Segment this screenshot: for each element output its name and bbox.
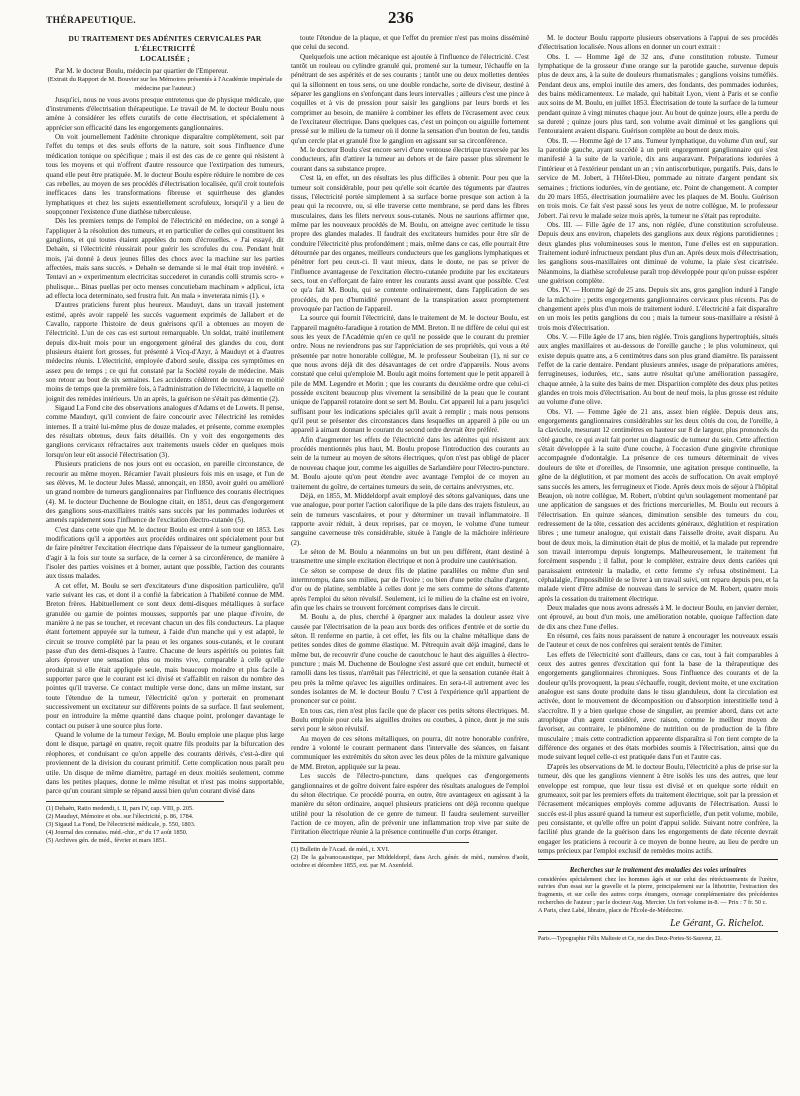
footnotes-column-2	[291, 846, 529, 870]
paragraph: La source qui fournit l'électricité, dans le traitement de M. le docteur Boulu, est l'appareil magnéto-faradique à rotation de MM. Breton. Il ne diffère de celui qui est sous les yeux de l'Académie qu'en ce qu'il ne possède que le courant du premier ordre. Nous ne reviendrons pas sur l'appréciation de ses propriétés, qui vous a été présentée par notre honorable collègue, M. le professeur Soubeiran (1), ni sur ce que nous avons déjà dit des désavantages de cet ordre d'appareils. Nous avons constaté que celui qu'emploie M. Boulu agit moins fortement que le petit appareil à pile de MM. Legendre et Morin ; que les courants du deuxième ordre que celui-ci possède excitent beaucoup plus vivement la sensibilité de la peau que le courant unique de l'appareil rotatoire dont se sert M. Boulu. Cet appareil lui a paru jusqu'ici suffisant pour les indications spéciales qu'il avait à remplir ; mais nous pensons qu'il peut se présenter des circonstances dans lesquelles un appareil à pile ou un appareil à aimant donnant le courant du second ordre devrait être préféré.	[291, 314, 529, 435]
paragraph: Obs. VI. — Femme âgée de 21 ans, assez bien réglée. Depuis deux ans, engorgements ganglionnaires considérables sur les deux côtés du cou, de l'oreille, à la clavicule, mesurant 12 centimètres en hauteur sur 8 de largeur, plus prononcés du côté gauche, ce qui avait fait porter un diagnostic de tumeur du sein. Cette affection s'était développée à la suite d'une couche, à l'occasion d'une gingivite chronique accompagnée d'odontalgie. La présence de ces tumeurs déterminait de vives douleurs de tête et d'oreilles, de l'insomnie, une agitation presque continuelle, la gêne de la déglutition, et par moment des accès de suffocation. On avait employé sans succès les amers, les ferrugineux et l'iode. Après deux mois de séjour à l'hôpital Beaujon, où notre collègue, M. Robert, n'obtint qu'un soulagement momentané par une application de sangsues et des frictions mercurielles, M. Boulu eut recours à l'électrisation. En quinze séances, diminution sensible des tumeurs du cou, redressement de la tête, cessation des accidents généraux, déglutition et respiration libres ; une tumeur analogue, qui existait dans l'aisselle droite, avait disparu. Au bout de deux mois, la diminution était de plus de moitié, et la malade put reprendre son travail interrompu depuis longtemps. Malheureusement, le traitement fut forcément suspendu ; il fallut, pour le compléter, extraire deux dents cariées qui paraissaient entretenir la maladie, et cette femme s'y refusa obstinément. La céphalalgie, l'impossibilité de se livrer à un travail suivi, ont reparu depuis peu, et la malade vient d'être admise de nouveau dans le service de M. Robert, quatre mois après la cessation du traitement électrique.	[538, 407, 778, 603]
article-title	[46, 34, 284, 64]
running-head: THÉRAPEUTIQUE.	[46, 16, 136, 26]
footnote: (3) Sigaud La Fond, De l'électricité médicale, p. 550, 1803.	[46, 820, 196, 828]
paragraph: A cet effet, M. Boulu se sert d'excitateurs d'une disposition particulière, qu'il varie suivant les cas, et dont il a confié la fabrication à l'habileté connue de MM. Breton frères. Habituellement ce sont deux demi-disques métalliques à surface granulée ou garnie de pointes mousses, supportés par une plaque d'ivoire, de manière à ne pas se toucher, et recevant chacun un des fils conducteurs. La plaque étant fortement appuyée sur la tumeur, à l'aide d'un manche qui y est adapté, le circuit se trouve complété par la peau et les organes sous-cutanés, et le courant passe d'un des demi-disques à l'autre. Chacune de leurs aspérités ou pointes fait alors éprouver une sensation plus ou moins vive, comparable à celle qu'elle produirait si elle était appliquée seule, mais beaucoup moindre et plus facile à supporter parce que le courant est ici divisé et s'affaiblit en raison du nombre des pointes qu'il traverse. Ce contact multiple verse donc, dans un même instant, sur toute l'étendue de la tumeur, l'électricité qu'on y porterait en promenant successivement un excitateur sur différents points de sa surface. Il faut seulement, pour en introduire la même quantité dans chaque point, prolonger davantage le contact ou puiser à une source plus forte.	[46, 581, 284, 730]
footnote: (4) Journal des connaiss. méd.-chir., nº du 17 août 1850.	[46, 828, 188, 836]
paragraph: D'autres praticiens furent plus heureux. Mauduyt, dans un travail justement estimé, après avoir rappelé les succès vaguement exprimés de Jallabert et de Cavallo, rapporte l'histoire de deux guérisons qu'il a obtenues au moyen de l'électricité. L'un de ces cas est surtout remarquable. Un soldat, traité inutilement depuis dix-huit mois pour un engorgement général des glandes du cou, dont plusieurs étaient fort grosses, fut présenté à Vicq-d'Azyr, à Mauduyt et à d'autres médecins réunis. L'électricité, employée d'abord seule, dissipa ces symptômes en assez peu de temps ; ce qui fut constaté par la Société royale de médecine. Mais son retour au bout de six semaines. Les accidents cédèrent de nouveau en moitié moins de temps que la première fois, à l'administration de l'électricité, à laquelle on joignit des remèdes intérieurs. Un an après, la guérison ne s'était pas démentie (2).	[46, 301, 284, 403]
paragraph: Obs. I. — Homme âgé de 32 ans, d'une constitution robuste. Tumeur lymphatique de la grosseur d'une orange sur la parotide gauche, survenue depuis plus de deux ans, à la suite de douleurs rhumatismales ; ganglions voisins tuméfiés. Pendant deux ans, emploi inutile des amers, des fondants, des pommades iodurées, des bains médicamenteux. Le malade, qui habitait Lyon, vient à Paris et se confie aux soins de M. Boulu, en juillet 1853. Électrisation de toute la surface de la tumeur pendant quinze à vingt minutes chaque jour. Au bout de quinze jours, elle a perdu de sa dureté ; quinze jours plus tard, son volume avait diminué et les ganglions qui l'entouraient avaient disparu. Guérison complète au bout de deux mois.	[538, 52, 778, 136]
paragraph: Obs. V. — Fille âgée de 17 ans, bien réglée. Trois ganglions hypertrophiés, situés aux angles maxillaires et au-dessous de l'oreille gauche ; le plus volumineux, qui existe depuis quatre ans, a 6 centimètres dans son plus grand diamètre. Ils paraissent l'effet de la carie dentaire. Pendant plusieurs années, usage de préparations amères, ferrugineuses, iodurées, etc., sans autre résultat qu'une amélioration passagère, chaque année, à la suite des bains de mer. Disparition complète des deux plus petites glandes en trois mois d'électrisation. Au bout de neuf mois, la plus grosse est réduite au volume d'une olive.	[538, 333, 778, 407]
paragraph: Obs. IV. — Homme âgé de 25 ans. Depuis six ans, gros ganglion induré à l'angle de la mâchoire ; petits engorgements ganglionnaires cervicaux plus récents. Pas de changement après plus d'un mois de traitement ioduré. L'électricité a fait disparaître en un mois les petits ganglions du cou ; mais la tumeur sous-maxillaire a résisté à trois mois d'électrisation.	[538, 286, 778, 332]
paragraph: Au moyen de ces sétons métalliques, on pourra, dit notre honorable confrère, rendre à volonté le courant permanent dans l'intervalle des séances, en faisant communiquer les extrémités du séton avec les deux pôles de la mixture galvanique de MM. Breton, appliquée sur la peau.	[291, 734, 529, 771]
article-title-line-1: DU TRAITEMENT DES ADÉNITES CERVICALES PAR L'ÉLECTRICITÉ	[68, 34, 262, 53]
footnote: (5) Archives gén. de méd., février et mars 1851.	[46, 836, 167, 844]
footnotes-column-1	[46, 805, 284, 845]
bulletin-text: considérées spécialement chez les hommes âgés et sur celui des rétrécissements de l'urètre, suivies d'un essai sur la gravelle et la pierre, principalement sur la lithotritie, l'extraction des fragments, et sur celle des autres corps étrangers, ouvrage complémentaire des précédentes recherches de l'auteur ; par le docteur Aug. Mercier. Un fort volume in-8. — Prix : 7 fr. 50 c.	[538, 875, 778, 906]
paragraph: M. Boulu a, de plus, cherché à épargner aux malades la douleur assez vive causée par l'électrisation de la peau aux bords des orifices d'entrée et de sortie du séton. Il renferme en partie, à cet effet, les fils ou la chaîne métallique dans de petites sondes dites de gomme élastique. M. Pétrequin avait déjà imaginé, dans le même but, de recouvrir d'une couche de caoutchouc le haut des aiguilles à électro-puncture ; mais M. Duchenne de Boulogne s'est assuré que cet enduit, humecté et ramolli dans les tissus, n'arrêtait pas l'électricité, et que la sensation cutanée était à peu près la même qu'avec les aiguilles ordinaires. En sera-t-il autrement avec les sondes isolantes de M. le docteur Boulu ? C'est à l'expérience qu'il appartient de prononcer sur ce point.	[291, 613, 529, 706]
bulletin-publisher: A Paris, chez Labé, libraire, place de l'École-de-Médecine.	[538, 906, 684, 914]
paragraph: On voit journellement l'adénite chronique disparaître complétement, soit par l'effet du temps et des seuls efforts de la nature, soit sous l'influence d'une médication tonique ou spécifique ; mais il est des cas de ce genre qui résistent à tous les moyens et qui n'offrent d'autre ressource que l'extirpation des tumeurs, quand elle peut être pratiquée. M. le docteur Boulu espère réduire le nombre de ces cas rebelles, au moyen de ses procédés d'électrisation localisée, qu'il croit toutefois inefficaces dans les transformations fibreuse et squirrheuse des glandes lymphatiques et chez les sujets essentiellement scrofuleux, lorsqu'il y a lieu de soupçonner l'existence d'une diathèse tuberculeuse.	[46, 133, 284, 216]
signature: Le Gérant, G. Richelot.	[670, 917, 764, 929]
paragraph: Ce séton se compose de deux fils de platine parallèles ou même d'un seul intermrompu, dans son milieu, par de l'ivoire ; ou bien d'une petite chaîne d'argent, d'or ou de platine, semblable à celles dont je me sers comme de sétons d'attente après l'emploi du séton révulsif. Seulement, ici le milieu de la chaîne est en ivoire, afin que les chairs se trouvent forcément comprises dans le circuit.	[291, 566, 529, 612]
paragraph: Obs. III. — Fille âgée de 17 ans, non réglée, d'une constitution scrofuleuse. Depuis deux ans environ, chapelets des ganglions aux deux régions parotidiennes ; deux glandes plus volumineuses sous le menton, l'une d'elles est en suppuration. Traitement ioduré infructueux pendant plus d'un an. Après deux mois d'électrisation, les ganglions sous-maxillaires ont diminué de volume, la plaie s'est cicatrisée. Néanmoins, la diathèse scrofuleuse paraît trop développée pour qu'on puisse espérer une guérison complète.	[538, 220, 778, 285]
paragraph: C'est là, en effet, un des résultats les plus difficiles à obtenir. Pour peu que la tumeur soit considérable, pour peu qu'elle soit écartée des téguments par d'autres tissus, l'électricité portée simplement à sa surface borne presque son action à la peau qui la recouvre, ou, si elle traverse cette membrane, se perd dans les fibres musculaires, dans les filets nerveux sous-cutanés. Nous ne saurions affirmer que, même par les nouveaux procédés de M. Boulu, on atteigne avec certitude le tissu propre des glandes malades. Il faudrait des excitateurs humides pour être sûr de conduire l'électricité plus profondément ; mais, même dans ce cas, elle pourrait être détournée par des organes, meilleurs conducteurs que les ganglions lymphatiques et pénétrer fort peu ceux-ci. Il vaut mieux, dans le doute, ne pas se priver de l'influence avantageuse de l'excitation électro-cutanée produite par les excitateurs secs, tout en s'efforçant de faire entrer les courants aussi avant que possible. C'est ce qu'a fait M. Boulu, qui se contente ordinairement, dans l'application de ses procédés, du peu d'humidité provenant de la transpiration assez promptement provoquée par l'action de l'appareil.	[291, 174, 529, 313]
column-2-body	[291, 34, 529, 838]
paragraph: En tous cas, rien n'est plus facile que de placer ces petits sétons électriques. M. Boulu emploie pour cela les aiguilles droites ou courbes, à pince, dont je me suis servi pour le séton révulsif.	[291, 706, 529, 734]
paragraph: M. le docteur Boulu rapporte plusieurs observations à l'appui de ses procédés d'électrisation localisée. Nous allons en donner un court extrait :	[538, 34, 778, 52]
paragraph: Plusieurs praticiens de nos jours ont eu occasion, en pareille circonstance, de recourir au même moyen. Récamier l'avait plusieurs fois mis en usage, et l'un de ses élèves, M. le docteur Jules Massé, annonçait, en 1850, avoir guéri ou amélioré un grand nombre de tumeurs ganglionnaires par l'influence des courants électriques (4). M. le docteur Duchenne de Boulogne citait, en 1851, deux cas d'engorgement des ganglions sous-maxillaires traités sans succès par les pommades iodurées et amenés rapidement sous l'influence de l'excitation électro-cutanée (5).	[46, 460, 284, 525]
imprint-rule	[538, 931, 778, 932]
footnote-rule	[46, 801, 224, 802]
article-byline: Par M. le docteur Boulu, médecin par quartier de l'Empereur.	[55, 67, 229, 75]
paragraph: Dès les premiers temps de l'emploi de l'électricité en médecine, on a songé à l'appliquer à la résolution des tumeurs, et en particulier de celles qui constituent les ganglions, et qui toutes étaient appelées du nom d'écrouelles. « J'ai essayé, dit Dehaën, si l'électricité réussirait pour guérir les scrofules du cou. Pendant huit mois, j'ai donné à deux jeunes filles des chocs avec la machine sur les parties affectées, mais sans succès. » Dehaën se demande si le mal était trop invétéré. « Tentavi an » experimentum electricitas succederet in curandis colli strumis scro- » phulisque... Binas puellas per octo menses concutiebam machinam » adplicui, icta ad effecta loca determinato, sed frustra fuit. An mala » inveterata nimis (1). »	[46, 217, 284, 300]
section-rule	[538, 859, 778, 860]
paragraph: Jusqu'ici, nous ne vous avons presque entretenus que de physique médicale, que d'instruments d'électrisation thérapeutique. Le travail de M. le docteur Boulu nous amène à considérer les effets curatifs de cette électrisation, et spécialement à apprécier son efficacité dans les engorgements ganglionnaires.	[46, 95, 284, 132]
paragraph: Deux malades que nous avons adressés à M. le docteur Boulu, en janvier dernier, ont éprouvé, au bout d'un mois, une amélioration notable, quoique l'affection date de dix ans chez l'une d'elles.	[538, 603, 778, 631]
paragraph: D'après les observations de M. le docteur Boulu, l'électricité a plus de prise sur la tumeur, dès que les ganglions viennent à être isolés les uns des autres, que leur enveloppe est rompue, que leur tissu est divisé et en quelque sorte réduit en grumeaux, soit par les premiers effets du traitement électrique, soit par la pression et l'écrasement mécaniques employés comme adjuvants de l'électrisation. Aussi le succès est-il plus assuré quand la tumeur est superficielle, d'un petit volume, mobile, peu consistante, et qu'elle offre un point d'appui solide. Suivant notre confrère, la facilité plus grande de la guérison dans les engorgements de date récente devrait engager les praticiens à recourir à ce moyen de bonne heure, au lieu de perdre un temps précieux par l'emploi exclusif de remèdes moins actifs.	[538, 762, 778, 855]
footnote-rule	[291, 842, 469, 843]
article-title-line-2: LOCALISÉE ;	[140, 54, 190, 63]
paragraph: M. le docteur Boulu s'est encore servi d'une ventouse électrique traversée par les conducteurs, afin d'attirer la tumeur au dehors et de faire passer plus sûrement le courant dans sa substance propre.	[291, 146, 529, 173]
bulletin-title: Recherches sur le traitement des maladies des voies urinaires	[569, 866, 747, 875]
paragraph: Sigaud La Fond cite des observations analogues d'Adams et de Lowets. Il pense, comme Mauduyt, qu'il convient de faire concourir avec l'électricité les remèdes internes. Il a traité lui-même plus de douze malades, et présente, comme exemples des résultats obtenus, deux faits détaillés. On y voit des engorgements des ganglions cervicaux réfractaires aux traitements usuels céder en quelques mois lorsqu'on leur eût associé l'électrisation (3).	[46, 404, 284, 459]
column-3	[538, 34, 778, 943]
paragraph: Les effets de l'électricité sont d'ailleurs, dans ce cas, tout à fait comparables à ceux des autres genres d'excitation qui font la base de la thérapeutique des engorgements ganglionnaires chroniques. Sous l'influence des courants et de la douleur qu'ils provoquent, la peau s'échauffe, rougit, devient moite, et une excitation analogue est sans doute produite dans le tissu glanduleux, dont la circulation est activée, dont le mouvement de décomposition ou d'absorption interstitielle tend à s'accroître. Il y a bien quelque chose de singulier, au premier abord, dans cet acte atrophique d'un agent considéré, avec raison, comme le meilleur moyen de favoriser, au contraire, le phénomène de nutrition ou de production de la fibre musculaire ; mais cette contradiction apparente disparaîtra si l'on tient compte de la différence des organes et des états morbides soumis à l'électrisation, ainsi que du mode suivant lequel celle-ci est pratiquée dans l'un et l'autre cas.	[538, 650, 778, 762]
column-1-body	[46, 96, 284, 797]
paragraph: Quelquefois une action mécanique est ajoutée à l'influence de l'électricité. C'est tantôt un rouleau ou cylindre granulé qui, promené sur la tumeur, l'échauffe en la pénétrant de ses aspérités et de ses courants ; tantôt une ou deux mollettes dentées qui la sillonnent en tous sens, ou une double rondache, sorte de diviseur, destiné à séparer les ganglions en s'enfonçant dans leurs intervalles ; ailleurs c'est une pince à coquilles et à vis de pression pour saisir les ganglions par leurs bords et les comprimer au besoin, de manière à combiner les effets de l'écrasement avec ceux de l'excitateur électrique. Dans quelques cas, c'est un poinçon ou aiguille fortement pressé sur le milieu de la tumeur où il donne la sensation d'un bouton de feu, tandis qu'un cercle plat et granulé fixe le ganglion en agissant sur sa circonférence.	[291, 52, 529, 145]
column-3-body	[538, 34, 778, 856]
footnote: (1) Dehaën, Ratio medendi, t. II, pars IV, cap. VIII, p. 205.	[46, 804, 194, 812]
paragraph: Obs. II. — Homme âgé de 17 ans. Tumeur lymphatique, du volume d'un œuf, sur la parotide gauche, ayant succédé à un petit engorgement ganglionnaire qui s'est manifesté à la suite de la variole, dix ans auparavant. Préparations iodurées à l'intérieur et à l'extérieur pendant un an ; vin antiscorbutique, purgatifs. Puis, dans le service de M. Jobert, à l'Hôtel-Dieu, pommade au nitrate d'argent pendant six semaines ; frictions iodurées, vin de gentiane, etc. Point de changement. A compter du 20 mars 1855, électrisation journalière avec les plaques de M. Boulu. Guérison en trois mois. Ce fait s'est passé sous les yeux de notre collègue, M. le professeur Jobert. J'ai revu le malade seize mois après, la tumeur ne s'était pas reproduite.	[538, 136, 778, 220]
paragraph: Les succès de l'électro-puncture, dans quelques cas d'engorgements ganglionnaires et de goître doivent faire espérer des résultats analogues de l'emploi du séton électrique. Ce procédé pourra, en outre, être avantageux en agissant à la manière du séton ordinaire, auquel plusieurs praticiens ont déjà reconnu quelque utilité pour la résolution de ce genre de tumeur. Il faudra seulement surveiller l'action de ce moyen, afin de prévenir une inflammation trop vive par suite de l'irritation électrique réunie à la présence continuelle d'un corps étranger.	[291, 772, 529, 837]
paragraph: En résumé, ces faits nous paraissent de nature à encourager les nouveaux essais de l'auteur et ceux de nos confrères qui seraient tentés de l'imiter.	[538, 632, 778, 650]
paragraph: toute l'étendue de la plaque, et que l'effet du premier n'est pas moins disséminé que celui du second.	[291, 34, 529, 52]
article-source-note: (Extrait du Rapport de M. Bouvier sur les Mémoires présentés à l'Académie impériale de médecine par l'auteur.)	[47, 76, 283, 92]
paragraph: Quand le volume de la tumeur l'exige, M. Boulu emploie une plaque plus large dont le disque, partagé en quatre, reçoit quatre fils produits par la bifurcation des réophores, et conduisant ce qu'on appelle des courants dérivés, c'est-à-dire qui proviennent de la division du courant primitif. Cette complication nous paraît peu utile. Un disque de même diamètre, partagé en deux moitiés seulement, comme dans les petites plaques, donne le même résultat et n'est pas moins supportable, parce qu'un courant simple se répand aussi bien qu'un courant divisé dans	[46, 731, 284, 796]
paragraph: Le séton de M. Boulu a néanmoins un but un peu différent, étant destiné à transmettre une simple excitation électrique et non à produire une cautérisation.	[291, 547, 529, 566]
page-number: 236	[388, 8, 414, 27]
paragraph: Afin d'augmenter les effets de l'électricité dans les adénites qui résistent aux procédés mentionnés plus haut, M. Boulu propose l'introduction des courants au sein de la tumeur au moyen de sétons électriques, qu'on n'est pas obligé de placer de nouveau chaque jour, comme les aiguilles de Sarlandière pour l'électro-puncture. M. Boulu ajoute qu'on peut étendre avec avantage l'emploi de ce moyen au traitement du goître, de certaines tumeurs du sein, de certains anévrysmes, etc.	[291, 435, 529, 491]
footnote: (1) Bulletin de l'Acad. de méd., t. XVI.	[291, 845, 390, 853]
column-2	[291, 34, 529, 870]
paragraph: C'est dans cette voie que M. le docteur Boulu est entré à son tour en 1853. Les modifications qu'il a apportées aux procédés ordinaires ont spécialement pour but de faire pénétrer l'excitation électrique dans l'épaisseur de la tumeur ganglionnaire, d'agir à la fois sur toute sa surface, de la cerner à sa circonférence, de manière à l'isoler des parties voisines et à borner, autant que possible, l'action des courants aux tissus malades.	[46, 525, 284, 581]
column-1	[46, 34, 284, 845]
footnote: (2) De la galvanocaustique, par Middeldorpf, dans Arch. génér. de méd., numéros d'août, octobre et décembre 1855, ext. par M. Axenfeld.	[291, 853, 529, 869]
imprint: Paris.—Typographie Félix Malteste et Ce, rue des Deux-Portes-St-Sauveur, 22.	[538, 935, 722, 942]
page-header	[46, 8, 776, 30]
footnote: (2) Mauduyt, Mémoire et obs. sur l'électricité, p. 86, 1784.	[46, 812, 194, 820]
paragraph: Déjà, en 1855, M. Middeldorpf avait employé des sétons galvaniques, dans une vue analogue, pour porter l'action calorifique de la pile dans des trajets fistuleux, au sein de tumeurs vasculaires, et pour y déterminer un travail inflammatoire. Il rapporte avoir réduit, à deux reprises, par ce moyen, le volume d'une tumeur sanguine caverneuse très considérable, située à l'angle de la mâchoire inférieure (2).	[291, 491, 529, 547]
